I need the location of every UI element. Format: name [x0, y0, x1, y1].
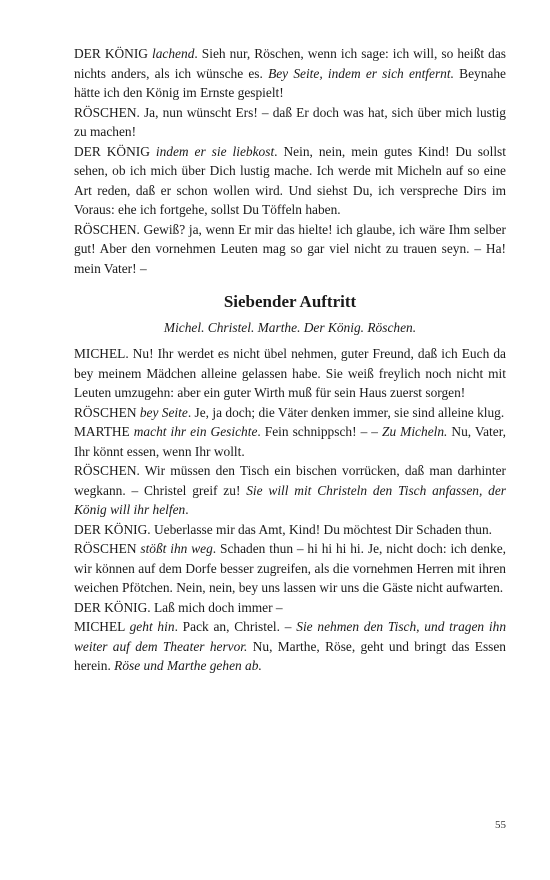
speech-text: MICHEL: [74, 619, 130, 634]
speech-text: RÖSCHEN. Gewiß? ja, wenn Er mir das hielte! ich glaube, ich wäre Ihm selber gut! Aber den vornehmen Leuten mag so gar viel nicht zu trauen seyn. – Ha! mein Vater! –: [74, 221, 506, 276]
speech-text: RÖSCHEN. Wir müssen den Tisch ein bischen vorrücken, daß man darhinter wegkann. – Christel greif zu!: [74, 463, 506, 498]
stage-direction: stößt ihn weg: [140, 541, 213, 556]
stage-direction: Röse und Marthe gehen ab.: [114, 658, 262, 673]
stage-direction: geht hin: [129, 619, 175, 634]
speech-text: DER KÖNIG: [74, 46, 152, 61]
page-number: 55: [495, 819, 506, 831]
speech-text: . Nein, nein, mein gutes Kind! Du sollst sehen, ob ich mich über Dich lustig mache. Ich werde mit Micheln auf so eine Art reden, daß er schon wollen wird. Und siehst Du, ich verspreche Dirs im Voraus: ehe ich fortgehe, sollst Du Töffeln haben.: [74, 143, 506, 217]
speech-text: MICHEL. Nu! Ihr werdet es nicht übel nehmen, guter Freund, daß ich Euch da bey meinem Mädchen alleine gelassen habe. Sie weiß freylich noch nicht mit Leuten umzugehn: aber ein guter Wirth muß für sein Haus zuerst sorgen!: [74, 346, 506, 400]
speech-text: Nu, Marthe, Röse, geht und bringt das Essen herein.: [74, 638, 507, 673]
speech-text: RÖSCHEN. Ja, nun wünscht Ers! – daß Er doch was hat, sich über mich lustig zu machen!: [74, 104, 506, 139]
stage-direction: Sie will mit Christeln den Tisch anfassen, der König will ihr helfen: [74, 482, 506, 517]
speech-paragraph: [74, 520, 506, 540]
speech-text: .: [185, 502, 189, 517]
speech-paragraph: [74, 44, 506, 103]
speech-paragraph: [74, 461, 506, 520]
speech-text: . Pack an, Christel. –: [174, 619, 297, 634]
stage-direction: macht ihr ein Gesichte: [133, 424, 258, 439]
speech-paragraph: [74, 103, 506, 142]
stage-direction: Zu Micheln.: [382, 424, 448, 439]
speech-paragraph: [74, 142, 506, 220]
stage-direction: bey Seite: [139, 404, 188, 420]
speech-paragraph: [74, 598, 506, 618]
stage-direction: indem er sie liebkost: [155, 143, 275, 159]
speech-paragraph: [74, 617, 506, 676]
speech-text: DER KÖNIG. Laß mich doch immer –: [74, 599, 283, 615]
speech-paragraph: [74, 422, 506, 461]
speech-text: DER KÖNIG. Ueberlasse mir das Amt, Kind! Du möchtest Dir Schaden thun.: [74, 521, 493, 537]
stage-direction: Bey Seite, indem er sich entfernt.: [268, 65, 454, 81]
speech-paragraph: [74, 539, 506, 598]
stage-direction: Sie nehmen den Tisch, und tragen ihn weiter auf dem Theater hervor.: [74, 619, 507, 654]
scene-heading: Siebender Auftritt: [223, 292, 357, 311]
speech-text: RÖSCHEN: [74, 404, 140, 420]
speech-text: DER KÖNIG: [74, 143, 156, 159]
speech-paragraph: [74, 220, 506, 279]
stage-direction: lachend: [152, 46, 195, 61]
speech-text: . Fein schnippsch! – –: [257, 424, 383, 439]
cast-list: Michel. Christel. Marthe. Der König. Röschen.: [163, 320, 417, 335]
dialogue-block-bottom: [74, 344, 506, 676]
speech-text: . Sieh nur, Röschen, wenn ich sage: ich will, so heißt das nichts anders, als ich wünsche es.: [74, 46, 506, 81]
speech-paragraph: [74, 344, 506, 403]
speech-text: Beynahe hätte ich den König im Ernste gespielt!: [74, 65, 506, 100]
speech-text: RÖSCHEN: [74, 541, 141, 556]
dialogue-block-top: [74, 44, 506, 278]
speech-text: MARTHE: [74, 424, 134, 439]
speech-text: . Schaden thun – hi hi hi hi. Je, nicht doch: ich denke, wir können auf dem Dorfe besser zugreifen, als die vornehmen Herren mit ihren weichen Pfötchen. Nein, nein, bey uns lassen wir uns die Gäste nicht aufwarten.: [74, 541, 506, 595]
speech-paragraph: [74, 403, 506, 423]
speech-text: . Je, ja doch; die Väter denken immer, sie sind alleine klug.: [187, 404, 505, 420]
speech-text: Nu, Vater, Ihr könnt essen, wenn Ihr wollt.: [74, 424, 506, 459]
